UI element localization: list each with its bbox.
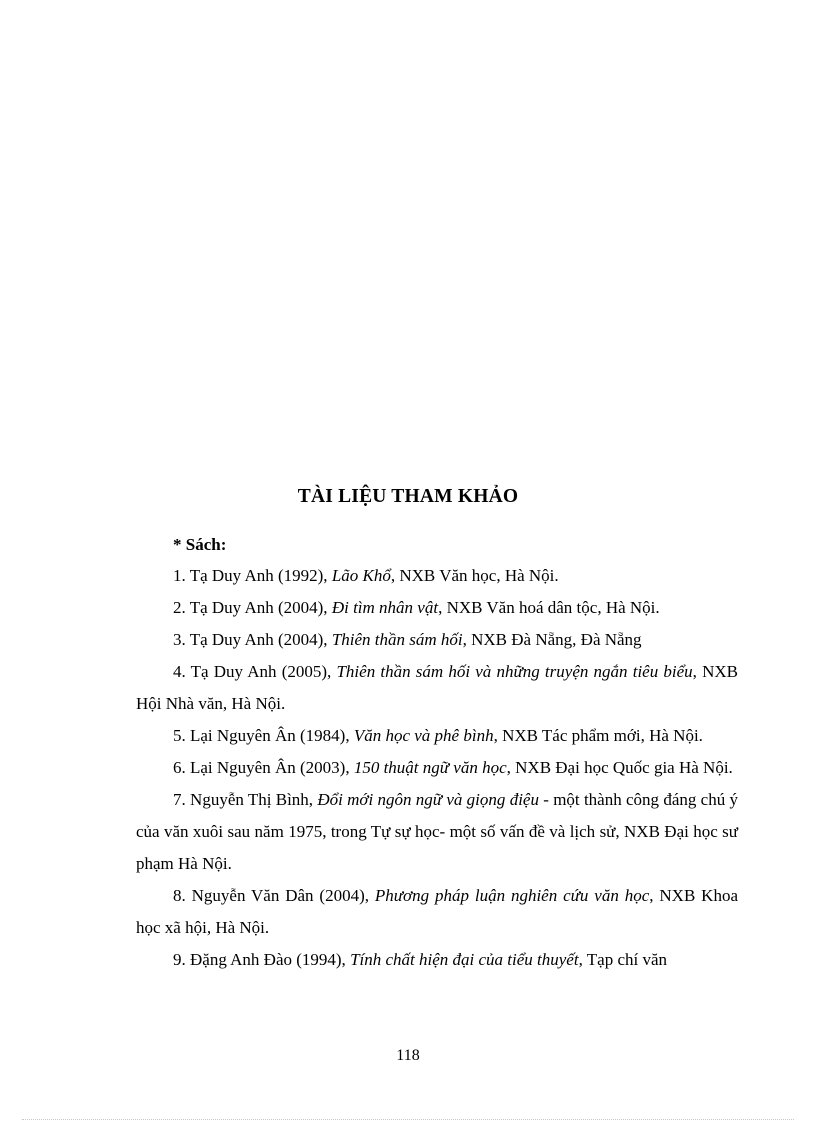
reference-number: 5. xyxy=(173,726,186,745)
reference-title: Phương pháp luận nghiên cứu văn học xyxy=(374,886,650,905)
reference-author: Nguyễn Thị Bình, xyxy=(185,790,318,809)
reference-number: 3. xyxy=(173,630,186,649)
reference-item xyxy=(136,752,738,784)
reference-publisher: , NXB Văn hoá dân tộc, Hà Nội. xyxy=(438,598,660,617)
reference-title: 150 thuật ngữ văn học xyxy=(353,758,507,777)
reference-publisher: , Tạp chí văn xyxy=(578,950,668,969)
reference-item xyxy=(136,880,738,944)
reference-author: Tạ Duy Anh (2004), xyxy=(185,630,332,649)
reference-item xyxy=(136,944,738,976)
reference-item xyxy=(136,624,738,656)
reference-publisher: , NXB Khoa học xã hội, Hà Nội. xyxy=(136,886,739,937)
reference-title: Lão Khổ xyxy=(331,566,391,585)
reference-number: 7. xyxy=(173,790,186,809)
reference-number: 4. xyxy=(173,662,186,681)
reference-title: Đổi mới ngôn ngữ và giọng điệu xyxy=(317,790,539,809)
page-bottom-divider xyxy=(22,1119,794,1120)
reference-number: 8. xyxy=(173,886,186,905)
section-label: * Sách: xyxy=(173,535,227,554)
reference-publisher: , NXB Tác phẩm mới, Hà Nội. xyxy=(493,726,703,745)
reference-publisher: - một thành công đáng chú ý của văn xuôi sau năm 1975, trong Tự sự học- một số vấn đề và lịch sử, NXB Đại học sư phạm Hà Nội. xyxy=(136,790,739,873)
reference-item xyxy=(136,560,738,592)
reference-author: Nguyễn Văn Dân (2004), xyxy=(185,886,375,905)
page-number: 118 xyxy=(396,1047,420,1064)
reference-author: Đặng Anh Đào (1994), xyxy=(185,950,351,969)
reference-number: 6. xyxy=(173,758,186,777)
reference-title: Tính chất hiện đại của tiểu thuyết xyxy=(350,950,579,969)
reference-item xyxy=(136,656,738,720)
reference-publisher: , NXB Hội Nhà văn, Hà Nội. xyxy=(136,662,738,713)
reference-item xyxy=(136,720,738,752)
reference-list xyxy=(136,560,738,976)
reference-author: Tạ Duy Anh (2004), xyxy=(185,598,332,617)
reference-title: Thiên thần sám hối và những truyện ngắn tiêu biểu xyxy=(336,662,693,681)
reference-publisher: , NXB Văn học, Hà Nội. xyxy=(390,566,559,585)
reference-number: 2. xyxy=(173,598,186,617)
reference-title: Văn học và phê bình xyxy=(353,726,494,745)
reference-title: Thiên thần sám hối xyxy=(331,630,463,649)
reference-publisher: , NXB Đà Nẵng, Đà Nẵng xyxy=(462,630,642,649)
reference-item xyxy=(136,592,738,624)
reference-author: Tạ Duy Anh (1992), xyxy=(185,566,332,585)
reference-item xyxy=(136,784,738,880)
reference-number: 1. xyxy=(173,566,186,585)
reference-author: Lại Nguyên Ân (2003), xyxy=(185,758,354,777)
reference-number: 9. xyxy=(173,950,186,969)
reference-author: Tạ Duy Anh (2005), xyxy=(185,662,337,681)
reference-author: Lại Nguyên Ân (1984), xyxy=(185,726,354,745)
reference-publisher: , NXB Đại học Quốc gia Hà Nội. xyxy=(506,758,733,777)
reference-title: Đi tìm nhân vật xyxy=(331,598,439,617)
page-title: TÀI LIỆU THAM KHẢO xyxy=(297,486,519,507)
